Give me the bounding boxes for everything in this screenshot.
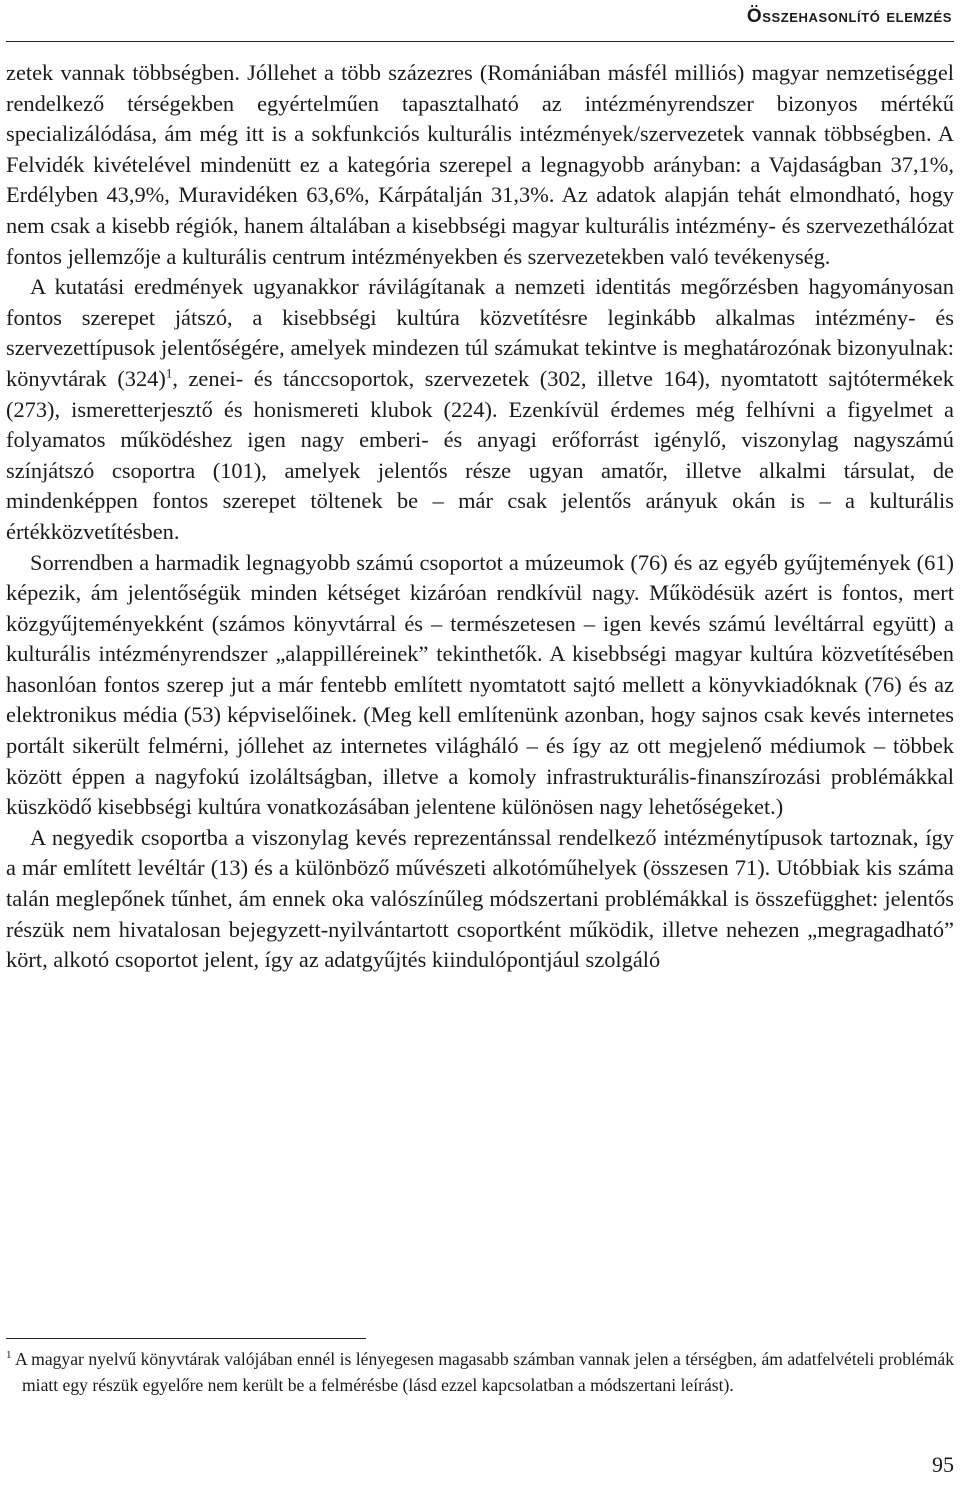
page-number: 95 [932,1452,954,1477]
paragraph-2 [6,272,954,547]
paragraph-2-part-b: , zenei- és tánccsoportok, szervezetek (302, illetve 164), nyomtatott sajtótermékek (273), ismeretterjesztő és honismereti klubok (224). Ezenkívül érdemes még felhívni a figyelmet a folyamatos működéshez igen nagy emberi- és anyagi erőforrást igénylő, viszonylag nagyszámú színjátszó csoportra (101), amelyek jelentős része ugyan amatőr, illetve alkalmi társulat, de mindenképpen fontos szerepet töltenek be – már csak jelentős arányuk okán is – a kulturális értékközvetítésben. [6,365,954,544]
footnote-reference[interactable]: 1 [165,365,173,381]
header-rule [6,41,954,42]
footnote-rule [6,1338,366,1339]
paragraph-1: zetek vannak többségben. Jóllehet a több százezres (Romániában másfél milliós) magyar nemzetiséggel rendelkező térségekben egyértelműen tapasztalható az intézményrendszer bizonyos mértékű specializálódása, ám még itt is a sokfunkciós kulturális intézmények/szervezetek vannak többségben. A Felvidék kivételével mindenütt ez a kategória szerepel a legnagyobb arányban: a Vajdaságban 37,1%, Erdélyben 43,9%, Muravidéken 63,6%, Kárpátalján 31,3%. Az adatok alapján tehát elmondható, hogy nem csak a kisebb régiók, hanem általában a kisebbségi magyar kulturális intézmény- és szervezethálózat fontos jellemzője a kulturális centrum intézményekben és szervezetekben való tevékenység. [6,60,954,269]
footnote-marker: 1 [6,1349,12,1362]
footnote-text: A magyar nyelvű könyvtárak valójában ennél is lényegesen magasabb számban vannak jelen a térségben, ám adatfelvételi problémák miatt egy részük egyelőre nem került be a felmérésbe (lásd ezzel kapcsolatban a módszertani leírást). [11,1349,954,1395]
body-text [6,58,954,976]
paragraph-3: Sorrendben a harmadik legnagyobb számú csoportot a múzeumok (76) és az egyéb gyűjtemények (61) képezik, ám jelentőségük minden kétséget kizáróan rendkívül nagy. Működésük azért is fontos, mert közgyűjteményekként (számos könyvtárral és – természetesen – igen kevés számú levéltárral együtt) a kulturális intézményrendszer „alappilléreinek” tekinthetők. A kisebbségi magyar kultúra közvetítésében hasonlóan fontos szerep jut a már fentebb említett nyomtatott sajtó mellett a könyvkiadóknak (76) és az elektronikus média (53) képviselőinek. (Meg kell említenünk azonban, hogy sajnos csak kevés internetes portált sikerült felmérni, jóllehet az internetes világháló – és így az ott megjelenő médiumok – többek között éppen a nagyfokú izoláltságban, illetve a komoly infrastrukturális-finanszírozási problémákkal küszködő kisebbségi kultúra vonatkozásában jelentene különösen nagy lehetőségeket.) [6,549,954,820]
footnote [6,1346,954,1398]
running-header: Összehasonlító elemzés [746,6,952,27]
paragraph-4: A negyedik csoportba a viszonylag kevés reprezentánssal rendelkező intézménytípusok tartoznak, így a már említett levéltár (13) és a különböző művészeti alkotóműhelyek (összesen 71). Utóbbiak kis száma talán meglepőnek tűnhet, ám ennek oka valószínűleg módszertani problémákkal is összefügghet: jelentős részük nem hivatalosan bejegyzett-nyilvántartott csoportként működik, illetve nehezen „megragadható” kört, alkotó csoportot jelent, így az adatgyűjtés kiindulópontjául szolgáló [6,824,954,973]
paragraph-2-part-a: A kutatási eredmények ugyanakkor rávilágítanak a nemzeti identitás megőrzésben hagyományosan fontos szerepet játszó, a kisebbségi kultúra közvetítésre leginkább alkalmas intézmény- és szervezettípusok jelentőségére, amelyek mindezen túl számukat tekintve is meghatározónak bizonyulnak: könyvtárak (324) [6,274,954,391]
